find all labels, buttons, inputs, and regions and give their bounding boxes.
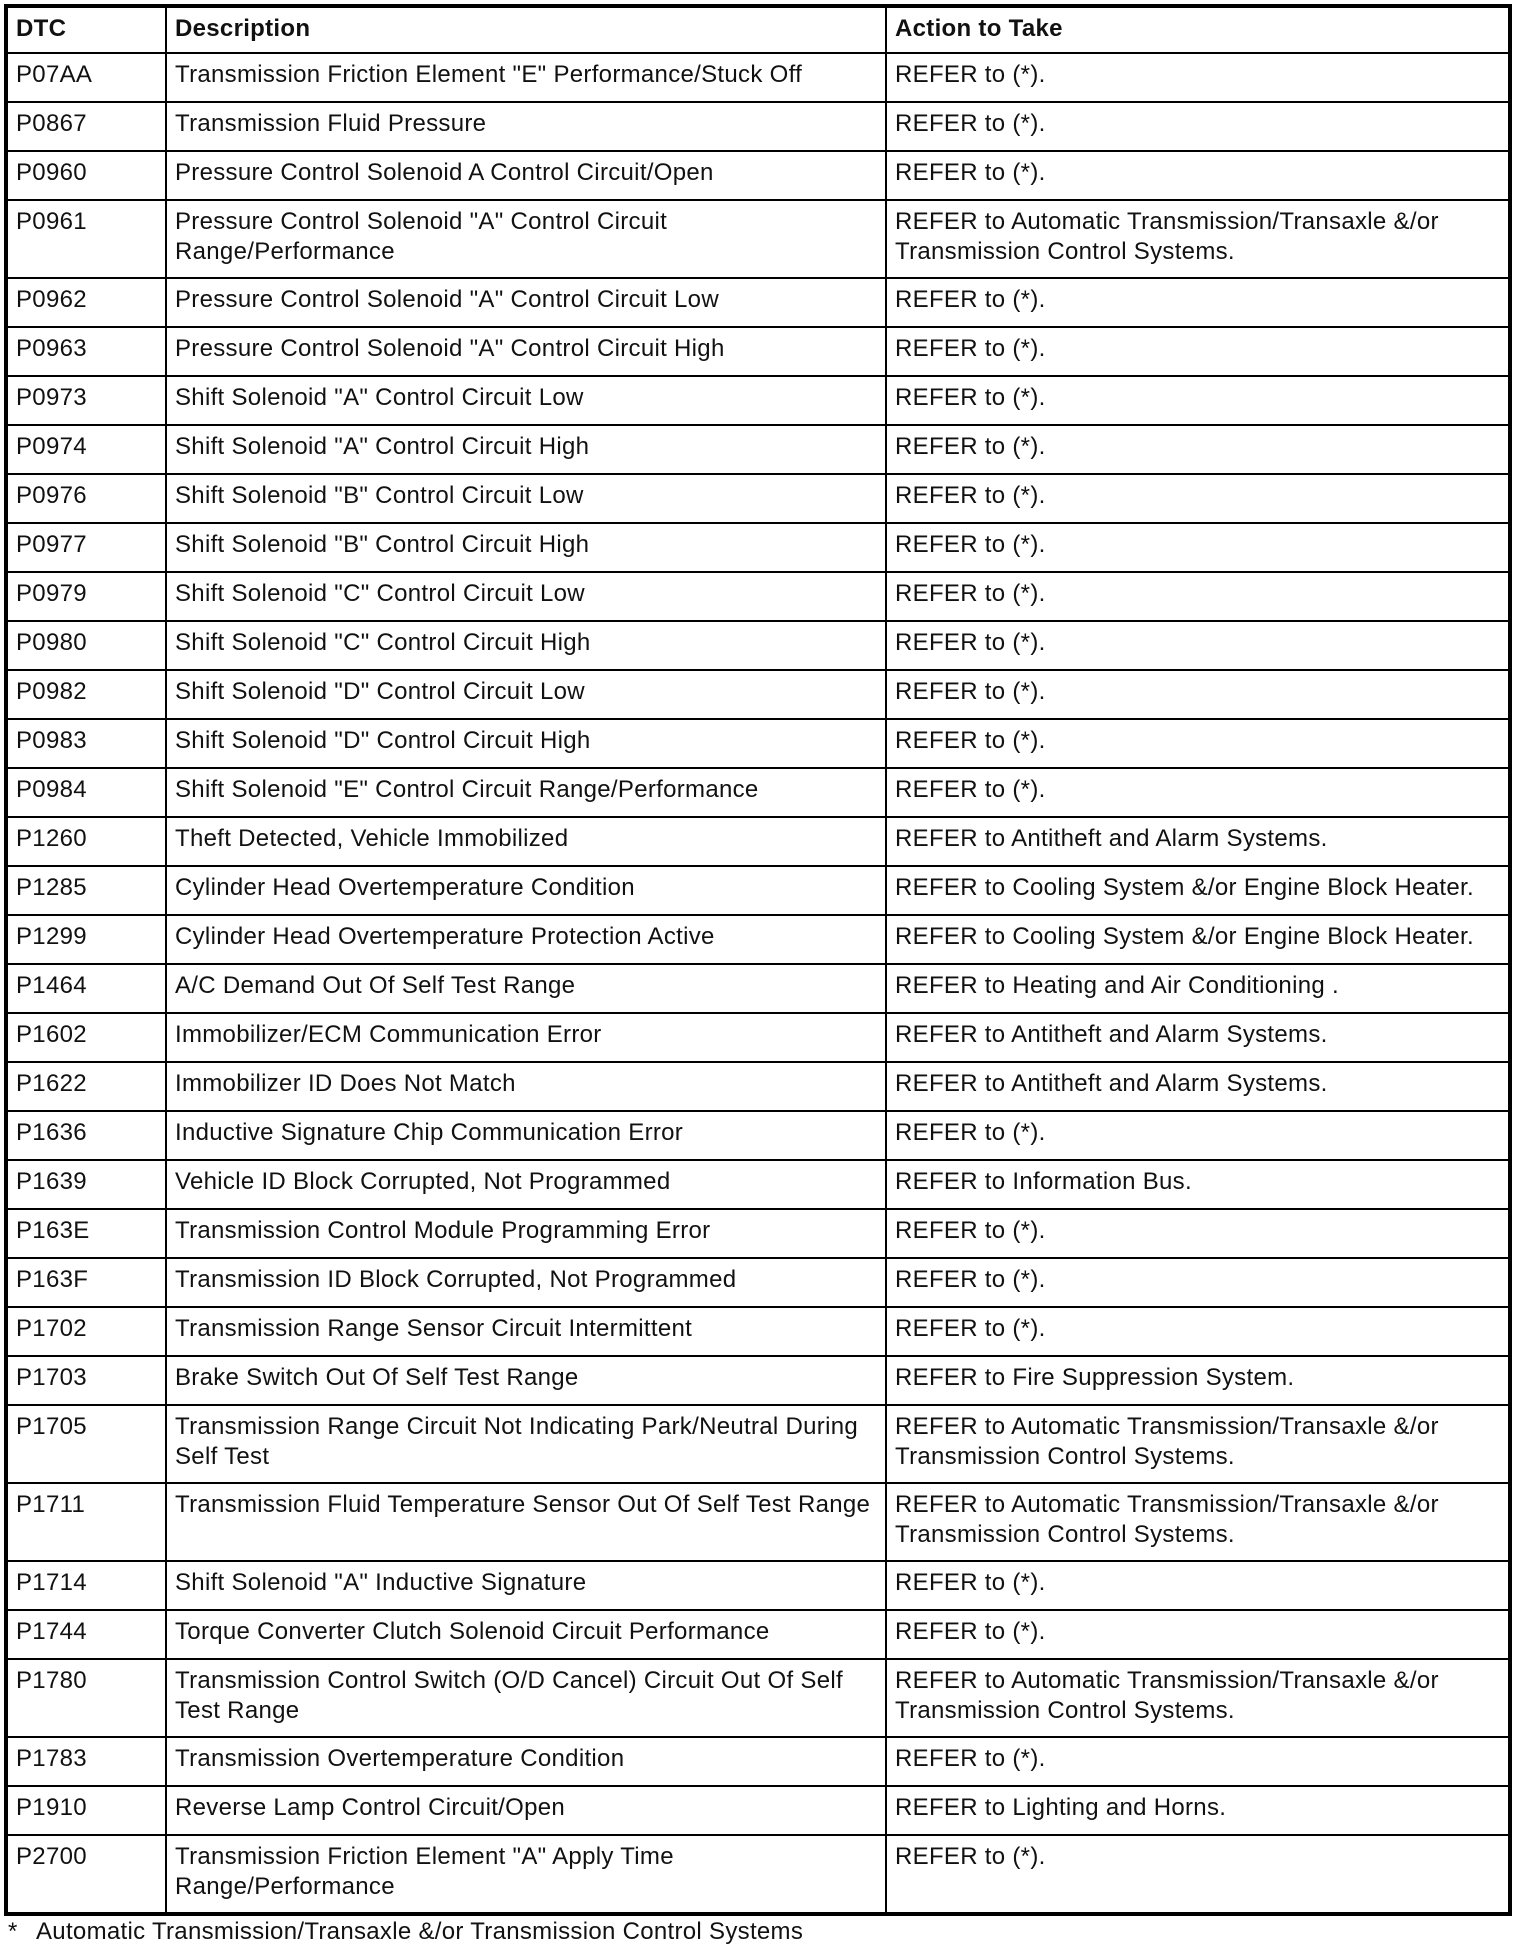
action-cell: REFER to (*).	[886, 523, 1510, 572]
dtc-cell: P1299	[6, 915, 166, 964]
action-cell: REFER to Automatic Transmission/Transaxle &/or Transmission Control Systems.	[886, 200, 1510, 278]
action-cell: REFER to Automatic Transmission/Transaxle &/or Transmission Control Systems.	[886, 1483, 1510, 1561]
table-row	[6, 1013, 1510, 1062]
action-cell: REFER to Cooling System &/or Engine Block Heater.	[886, 915, 1510, 964]
table-row	[6, 866, 1510, 915]
action-cell: REFER to (*).	[886, 376, 1510, 425]
header-dtc: DTC	[6, 6, 166, 53]
table-row	[6, 1160, 1510, 1209]
description-cell: Shift Solenoid "E" Control Circuit Range/Performance	[166, 768, 886, 817]
dtc-cell: P0983	[6, 719, 166, 768]
table-row	[6, 768, 1510, 817]
action-cell: REFER to (*).	[886, 1307, 1510, 1356]
table-row	[6, 817, 1510, 866]
table-row	[6, 151, 1510, 200]
dtc-cell: P0977	[6, 523, 166, 572]
description-cell: Shift Solenoid "B" Control Circuit Low	[166, 474, 886, 523]
action-cell: REFER to (*).	[886, 1209, 1510, 1258]
dtc-cell: P1711	[6, 1483, 166, 1561]
dtc-cell: P0974	[6, 425, 166, 474]
table-header	[6, 6, 1510, 53]
description-cell: Shift Solenoid "D" Control Circuit Low	[166, 670, 886, 719]
dtc-cell: P1260	[6, 817, 166, 866]
table-row	[6, 1659, 1510, 1737]
description-cell: Cylinder Head Overtemperature Condition	[166, 866, 886, 915]
description-cell: Transmission Friction Element "A" Apply Time Range/Performance	[166, 1835, 886, 1914]
table-row	[6, 1737, 1510, 1786]
description-cell: Cylinder Head Overtemperature Protection Active	[166, 915, 886, 964]
footnote	[4, 1918, 1512, 1946]
action-cell: REFER to Lighting and Horns.	[886, 1786, 1510, 1835]
dtc-cell: P1783	[6, 1737, 166, 1786]
dtc-cell: P0982	[6, 670, 166, 719]
dtc-cell: P0979	[6, 572, 166, 621]
dtc-cell: P1639	[6, 1160, 166, 1209]
action-cell: REFER to (*).	[886, 1610, 1510, 1659]
action-cell: REFER to (*).	[886, 1737, 1510, 1786]
dtc-cell: P1705	[6, 1405, 166, 1483]
action-cell: REFER to Antitheft and Alarm Systems.	[886, 1013, 1510, 1062]
description-cell: Immobilizer/ECM Communication Error	[166, 1013, 886, 1062]
dtc-cell: P0973	[6, 376, 166, 425]
description-cell: Transmission Range Circuit Not Indicating Park/Neutral During Self Test	[166, 1405, 886, 1483]
action-cell: REFER to (*).	[886, 102, 1510, 151]
table-row	[6, 572, 1510, 621]
description-cell: Shift Solenoid "A" Inductive Signature	[166, 1561, 886, 1610]
table-row	[6, 1835, 1510, 1914]
dtc-cell: P0984	[6, 768, 166, 817]
action-cell: REFER to (*).	[886, 572, 1510, 621]
table-row	[6, 621, 1510, 670]
description-cell: Transmission Control Module Programming Error	[166, 1209, 886, 1258]
description-cell: Transmission Range Sensor Circuit Intermittent	[166, 1307, 886, 1356]
table-row	[6, 1356, 1510, 1405]
action-cell: REFER to (*).	[886, 151, 1510, 200]
dtc-cell: P07AA	[6, 53, 166, 102]
dtc-cell: P1602	[6, 1013, 166, 1062]
dtc-cell: P1744	[6, 1610, 166, 1659]
description-cell: Brake Switch Out Of Self Test Range	[166, 1356, 886, 1405]
action-cell: REFER to (*).	[886, 621, 1510, 670]
dtc-table	[4, 4, 1512, 1916]
table-row	[6, 1307, 1510, 1356]
dtc-cell: P0867	[6, 102, 166, 151]
description-cell: Shift Solenoid "A" Control Circuit High	[166, 425, 886, 474]
dtc-cell: P0976	[6, 474, 166, 523]
dtc-cell: P163F	[6, 1258, 166, 1307]
description-cell: Transmission Control Switch (O/D Cancel) Circuit Out Of Self Test Range	[166, 1659, 886, 1737]
table-row	[6, 474, 1510, 523]
action-cell: REFER to (*).	[886, 278, 1510, 327]
action-cell: REFER to (*).	[886, 53, 1510, 102]
table-row	[6, 278, 1510, 327]
dtc-cell: P0963	[6, 327, 166, 376]
dtc-cell: P1464	[6, 964, 166, 1013]
action-cell: REFER to Cooling System &/or Engine Block Heater.	[886, 866, 1510, 915]
dtc-cell: P1703	[6, 1356, 166, 1405]
description-cell: Pressure Control Solenoid "A" Control Circuit Low	[166, 278, 886, 327]
action-cell: REFER to (*).	[886, 719, 1510, 768]
action-cell: REFER to (*).	[886, 768, 1510, 817]
action-cell: REFER to Heating and Air Conditioning .	[886, 964, 1510, 1013]
table-row	[6, 200, 1510, 278]
dtc-cell: P0960	[6, 151, 166, 200]
description-cell: Immobilizer ID Does Not Match	[166, 1062, 886, 1111]
dtc-cell: P0961	[6, 200, 166, 278]
table-row	[6, 1610, 1510, 1659]
description-cell: Transmission Fluid Temperature Sensor Out Of Self Test Range	[166, 1483, 886, 1561]
table-row	[6, 1561, 1510, 1610]
dtc-cell: P1636	[6, 1111, 166, 1160]
table-row	[6, 1786, 1510, 1835]
table-row	[6, 1111, 1510, 1160]
table-row	[6, 53, 1510, 102]
header-action: Action to Take	[886, 6, 1510, 53]
header-description: Description	[166, 6, 886, 53]
description-cell: Transmission Friction Element "E" Performance/Stuck Off	[166, 53, 886, 102]
table-row	[6, 523, 1510, 572]
action-cell: REFER to (*).	[886, 1111, 1510, 1160]
description-cell: Transmission Overtemperature Condition	[166, 1737, 886, 1786]
table-row	[6, 1062, 1510, 1111]
table-row	[6, 964, 1510, 1013]
action-cell: REFER to Automatic Transmission/Transaxle &/or Transmission Control Systems.	[886, 1405, 1510, 1483]
table-body	[6, 53, 1510, 1914]
action-cell: REFER to Automatic Transmission/Transaxle &/or Transmission Control Systems.	[886, 1659, 1510, 1737]
dtc-cell: P1622	[6, 1062, 166, 1111]
description-cell: Reverse Lamp Control Circuit/Open	[166, 1786, 886, 1835]
action-cell: REFER to (*).	[886, 670, 1510, 719]
dtc-cell: P2700	[6, 1835, 166, 1914]
description-cell: Shift Solenoid "C" Control Circuit High	[166, 621, 886, 670]
dtc-cell: P1780	[6, 1659, 166, 1737]
description-cell: Vehicle ID Block Corrupted, Not Programmed	[166, 1160, 886, 1209]
dtc-cell: P0962	[6, 278, 166, 327]
table-row	[6, 1258, 1510, 1307]
description-cell: Transmission ID Block Corrupted, Not Programmed	[166, 1258, 886, 1307]
footnote-marker: *	[8, 1918, 18, 1945]
description-cell: Transmission Fluid Pressure	[166, 102, 886, 151]
description-cell: Pressure Control Solenoid "A" Control Circuit High	[166, 327, 886, 376]
dtc-cell: P1910	[6, 1786, 166, 1835]
dtc-cell: P1714	[6, 1561, 166, 1610]
footnote-text: Automatic Transmission/Transaxle &/or Transmission Control Systems	[36, 1918, 804, 1945]
action-cell: REFER to Antitheft and Alarm Systems.	[886, 1062, 1510, 1111]
table-row	[6, 1483, 1510, 1561]
description-cell: Inductive Signature Chip Communication Error	[166, 1111, 886, 1160]
action-cell: REFER to (*).	[886, 1258, 1510, 1307]
description-cell: Shift Solenoid "C" Control Circuit Low	[166, 572, 886, 621]
document-page	[4, 4, 1512, 1946]
table-row	[6, 670, 1510, 719]
action-cell: REFER to (*).	[886, 425, 1510, 474]
description-cell: Theft Detected, Vehicle Immobilized	[166, 817, 886, 866]
action-cell: REFER to (*).	[886, 327, 1510, 376]
table-row	[6, 915, 1510, 964]
table-row	[6, 425, 1510, 474]
table-row	[6, 719, 1510, 768]
action-cell: REFER to (*).	[886, 1561, 1510, 1610]
table-row	[6, 327, 1510, 376]
dtc-cell: P1285	[6, 866, 166, 915]
description-cell: Shift Solenoid "A" Control Circuit Low	[166, 376, 886, 425]
description-cell: Shift Solenoid "D" Control Circuit High	[166, 719, 886, 768]
table-row	[6, 1405, 1510, 1483]
dtc-cell: P0980	[6, 621, 166, 670]
description-cell: A/C Demand Out Of Self Test Range	[166, 964, 886, 1013]
table-row	[6, 1209, 1510, 1258]
action-cell: REFER to (*).	[886, 1835, 1510, 1914]
table-row	[6, 102, 1510, 151]
action-cell: REFER to Antitheft and Alarm Systems.	[886, 817, 1510, 866]
description-cell: Shift Solenoid "B" Control Circuit High	[166, 523, 886, 572]
action-cell: REFER to Fire Suppression System.	[886, 1356, 1510, 1405]
action-cell: REFER to (*).	[886, 474, 1510, 523]
dtc-cell: P1702	[6, 1307, 166, 1356]
table-row	[6, 376, 1510, 425]
description-cell: Pressure Control Solenoid "A" Control Circuit Range/Performance	[166, 200, 886, 278]
action-cell: REFER to Information Bus.	[886, 1160, 1510, 1209]
dtc-cell: P163E	[6, 1209, 166, 1258]
description-cell: Torque Converter Clutch Solenoid Circuit Performance	[166, 1610, 886, 1659]
description-cell: Pressure Control Solenoid A Control Circuit/Open	[166, 151, 886, 200]
